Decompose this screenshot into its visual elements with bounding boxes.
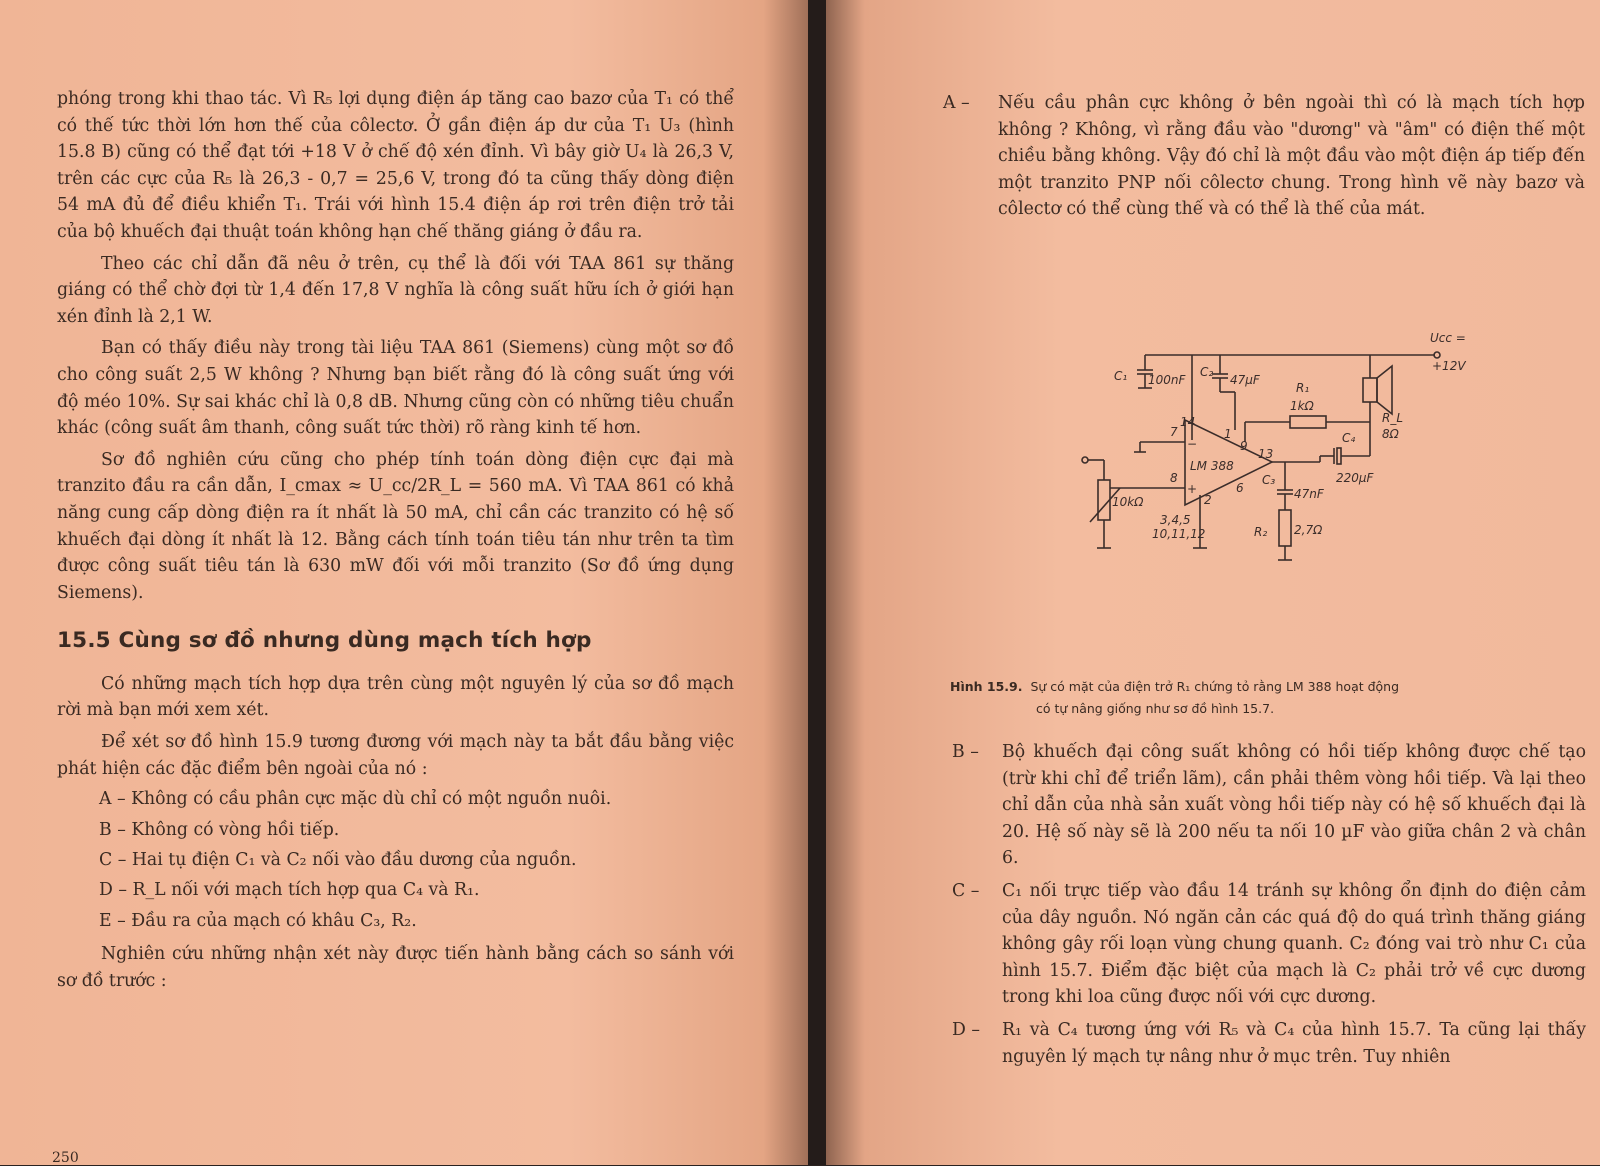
right-items	[952, 739, 1586, 1076]
c2-name: C₂	[1200, 365, 1214, 379]
closing-paragraph: Nghiên cứu những nhận xét này được tiến hành bằng cách so sánh với sơ đồ trước :	[57, 944, 734, 991]
r1-resistor	[1290, 416, 1326, 428]
item-d-text: R₁ và C₄ tương ứng với R₅ và C₄ của hình 15.7. Ta cũng lại thấy nguyên lý mạch tự nâng như ở mục trên. Tuy nhiên	[1002, 1019, 1586, 1067]
pin-6: 6	[1236, 481, 1244, 495]
list-item: B – Không có vòng hồi tiếp.	[99, 819, 340, 840]
pin-9: 9	[1240, 439, 1248, 453]
r2-name: R₂	[1254, 525, 1268, 539]
caption-line-1: Sự có mặt của điện trở R₁ chứng tỏ rằng LM 388 hoạt động	[1030, 679, 1400, 694]
section-heading: 15.5 Cùng sơ đồ nhưng dùng mạch tích hợp	[57, 628, 592, 654]
caption-label: Hình 15.9.	[950, 679, 1023, 694]
paragraph-2: Theo các chỉ dẫn đã nêu ở trên, cụ thể là đối với TAA 861 sự thăng giáng có thể chờ đợi từ 1,4 đến 17,8 V nghĩa là công suất hữu ích ở giới hạn xén đỉnh là 2,1 W.	[57, 253, 734, 327]
paragraph-3: Bạn có thấy điều này trong tài liệu TAA 861 (Siemens) cùng một sơ đồ cho công suất 2,5 W không ? Nhưng bạn biết rằng đó là công suất ứng với độ méo 10%. Sự sai khác chỉ là 0,8 dB. Nhưng cũng còn có những tiêu chuẩn khác (công suất âm thanh, công suất tức thời) rõ ràng kinh tế hơn.	[57, 338, 734, 439]
c3-value: 47nF	[1294, 487, 1324, 501]
c2-value: 47µF	[1230, 373, 1260, 387]
c4-name: C₄	[1342, 431, 1356, 445]
c4-value: 220µF	[1336, 471, 1374, 485]
r2-resistor	[1279, 510, 1291, 546]
speaker-rl	[1363, 378, 1377, 402]
r1-value: 1kΩ	[1290, 399, 1314, 413]
item-d-label: D –	[952, 1019, 980, 1040]
list-item: A – Không có cầu phân cực mặc dù chỉ có một nguồn nuôi.	[99, 789, 612, 810]
c1-value: 100nF	[1148, 373, 1186, 387]
feature-list	[57, 784, 734, 936]
svg-text:+: +	[1187, 482, 1198, 496]
caption-line-2: có tự nâng giống như sơ đồ hình 15.7.	[1036, 701, 1275, 716]
r2-value: 2,7Ω	[1294, 523, 1323, 537]
pin-2: 2	[1204, 493, 1212, 507]
item-a-text: Nếu cầu phân cực không ở bên ngoài thì có là mạch tích hợp không ? Không, vì rằng đầu vào "dương" và "âm" có điện thế một chiều bằng không. Vậy đó chỉ là một đầu vào một điện áp tiếp đến một tranzito PNP nối côlectơ chung. Trong hình vẽ này bazơ và côlectơ có thể cùng thế và có thể là thế của mát.	[998, 93, 1585, 220]
potentiometer-10k	[1098, 480, 1110, 520]
pin-1: 1	[1224, 427, 1232, 441]
ground-pins-1: 3,4,5	[1160, 513, 1191, 527]
input-terminal	[1082, 457, 1088, 463]
pot-value: 10kΩ	[1112, 495, 1144, 509]
page-number: 250	[52, 1150, 79, 1166]
item-b-label: B –	[952, 742, 979, 762]
section-paragraph-2: Để xét sơ đồ hình 15.9 tương đương với mạch này ta bắt đầu bằng việc phát hiện các đặc điểm bên ngoài của nó :	[57, 732, 734, 779]
circuit-diagram	[1080, 330, 1480, 590]
pin-14: 14	[1180, 415, 1196, 429]
r1-name: R₁	[1296, 381, 1310, 395]
figure-caption	[950, 676, 1550, 720]
list-item: D – R_L nối với mạch tích hợp qua C₄ và R₁.	[99, 880, 480, 901]
paragraph-1: phóng trong khi thao tác. Vì R₅ lợi dụng điện áp tăng cao bazơ của T₁ có thể có thế tức thời lớn hơn thế của côlectơ. Ở gần điện áp dư của T₁ U₃ (hình 15.8 B) cũng có thể đạt tới +18 V ở chế độ xén đỉnh. Vì bây giờ U₄ là 26,3 V, trên các cực của R₅ là 26,3 - 0,7 = 25,6 V, trong đó ta cũng thấy dòng điện 54 mA đủ để điều khiển T₁. Trái với hình 15.4 điện áp rơi trên điện trở tải của bộ khuếch đại thuật toán không hạn chế thăng giáng ở đầu ra.	[57, 89, 734, 242]
pin-7: 7	[1170, 425, 1178, 439]
ic-label: LM 388	[1190, 459, 1234, 473]
left-column	[57, 86, 734, 994]
list-item: E – Đầu ra của mạch có khâu C₃, R₂.	[99, 910, 417, 931]
item-d	[952, 1017, 1586, 1070]
item-b	[952, 739, 1586, 872]
c1-name: C₁	[1114, 369, 1128, 383]
item-a-label: A –	[943, 93, 970, 113]
item-b-text: Bộ khuếch đại công suất không có hồi tiếp không được chế tạo (trừ khi chỉ để triển lãm), cần phải thêm vòng hồi tiếp. Và lại theo chỉ dẫn của nhà sản xuất vòng hồi tiếp này có hệ số khuếch đại là 20. Hệ số này sẽ là 200 nếu ta nối 10 µF vào giữa chân 2 và chân 6.	[1002, 742, 1586, 869]
item-c-text: C₁ nối trực tiếp vào đầu 14 tránh sự không ổn định do điện cảm của dây nguồn. Nó ngăn cản các quá độ do quá trình thăng giáng không gây rối loạn vùng chung quanh. C₂ đóng vai trò như C₁ của hình 15.7. Điểm đặc biệt của mạch là C₂ phải trở về cực dương trong khi loa cũng được nối với cực dương.	[1002, 880, 1586, 1008]
item-c	[952, 878, 1586, 1011]
list-item: C – Hai tụ điện C₁ và C₂ nối vào đầu dương của nguồn.	[99, 850, 577, 871]
rl-value: 8Ω	[1382, 427, 1399, 441]
item-a	[943, 90, 1585, 223]
ground-pins-2: 10,11,12	[1152, 527, 1206, 541]
paragraph-4: Sơ đồ nghiên cứu cũng cho phép tính toán dòng điện cực đại mà tranzito đầu ra cần dẫn, I_cmax ≈ U_cc/2R_L = 560 mA. Vì TAA 861 có khả năng cung cấp dòng điện ra ít nhất là 50 mA, chỉ cần các tranzito có hệ số khuếch đại dòng ít nhất là 12. Bằng cách tính toán tiêu tán như trên ta tìm được công suất tiêu tán là 630 mW đối với mỗi tranzito (Sơ đồ ứng dụng Siemens).	[57, 449, 734, 603]
item-c-label: C –	[952, 880, 980, 901]
supply-label-top: Ucc =	[1430, 331, 1466, 345]
svg-text:−: −	[1187, 437, 1198, 451]
supply-label-bottom: +12V	[1432, 359, 1466, 373]
pin-8: 8	[1170, 471, 1178, 485]
section-paragraph-1: Có những mạch tích hợp dựa trên cùng một nguyên lý của sơ đồ mạch rời mà bạn mới xem xét.	[57, 673, 734, 721]
pin-13: 13	[1258, 447, 1274, 461]
c3-name: C₃	[1262, 473, 1276, 487]
rl-name: R_L	[1382, 411, 1404, 425]
